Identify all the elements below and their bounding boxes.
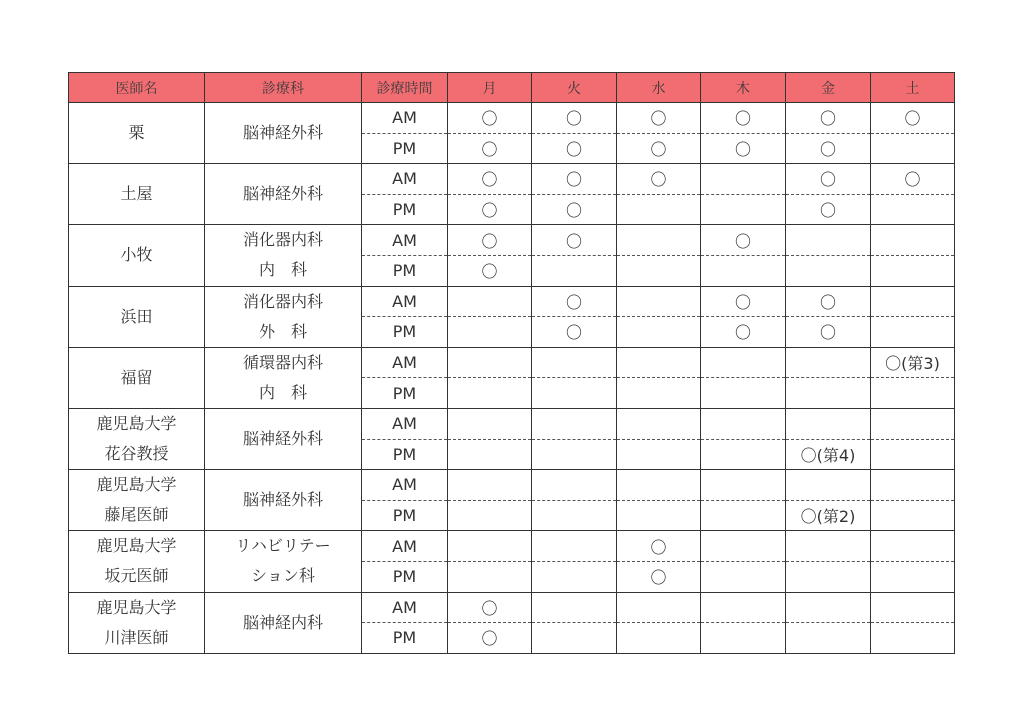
availability-thu: [701, 561, 786, 592]
schedule-row-am: [69, 531, 955, 562]
department-line: 脳神経内科: [242, 612, 323, 632]
availability-fri: [786, 623, 871, 654]
availability-wed: [617, 317, 701, 348]
availability-fri: 〇: [786, 103, 871, 134]
availability-sat: 〇(第3): [871, 347, 955, 378]
department: [205, 408, 362, 469]
doctor-name: [69, 408, 205, 469]
department: [205, 592, 362, 653]
availability-tue: 〇: [532, 164, 617, 195]
availability-tue: [532, 255, 617, 286]
availability-fri: 〇(第4): [786, 439, 871, 470]
time-slot-pm: PM: [362, 378, 448, 409]
availability-sat: [871, 255, 955, 286]
availability-sat: [871, 592, 955, 623]
time-slot-am: AM: [362, 103, 448, 134]
availability-fri: 〇: [786, 194, 871, 225]
availability-thu: 〇: [701, 133, 786, 164]
availability-fri: [786, 408, 871, 439]
header-doctor: 医師名: [69, 73, 205, 103]
department-line: 脳神経外科: [242, 429, 323, 449]
doctor-name-line: 浜田: [120, 306, 153, 326]
department: [205, 225, 362, 286]
availability-thu: [701, 531, 786, 562]
availability-wed: [617, 500, 701, 531]
availability-thu: [701, 592, 786, 623]
department-line: 消化器内科: [242, 291, 323, 311]
availability-thu: [701, 408, 786, 439]
availability-mon: [448, 470, 532, 501]
availability-sat: 〇: [871, 164, 955, 195]
availability-tue: 〇: [532, 103, 617, 134]
availability-thu: [701, 255, 786, 286]
department-line: リハビリテー: [235, 536, 331, 556]
availability-sat: 〇: [871, 103, 955, 134]
doctor-name-line: 栗: [128, 123, 145, 143]
schedule-row-am: [69, 103, 955, 134]
header-thu: 木: [701, 73, 786, 103]
availability-tue: [532, 439, 617, 470]
time-slot-pm: PM: [362, 500, 448, 531]
availability-wed: [617, 470, 701, 501]
availability-sat: [871, 194, 955, 225]
doctor-name: [69, 592, 205, 653]
availability-mon: [448, 347, 532, 378]
availability-tue: 〇: [532, 225, 617, 256]
department-line: 内 科: [258, 260, 307, 280]
doctor-name: [69, 347, 205, 408]
availability-thu: [701, 194, 786, 225]
time-slot-pm: PM: [362, 317, 448, 348]
availability-wed: [617, 378, 701, 409]
availability-tue: [532, 531, 617, 562]
availability-thu: [701, 623, 786, 654]
availability-fri: [786, 592, 871, 623]
availability-sat: [871, 531, 955, 562]
availability-sat: [871, 133, 955, 164]
availability-mon: [448, 378, 532, 409]
time-slot-pm: PM: [362, 439, 448, 470]
doctor-name-line: 福留: [120, 367, 153, 387]
availability-fri: [786, 470, 871, 501]
department: [205, 470, 362, 531]
doctor-name-line: 鹿児島大学: [96, 597, 177, 617]
availability-wed: 〇: [617, 561, 701, 592]
availability-sat: [871, 561, 955, 592]
availability-fri: [786, 347, 871, 378]
doctor-name-line: 土屋: [120, 184, 153, 204]
doctor-name-line: 鹿児島大学: [96, 536, 177, 556]
availability-thu: [701, 470, 786, 501]
availability-sat: [871, 408, 955, 439]
department-line: ション科: [251, 566, 315, 586]
availability-sat: [871, 225, 955, 256]
time-slot-am: AM: [362, 408, 448, 439]
department-line: 脳神経外科: [242, 490, 323, 510]
availability-sat: [871, 439, 955, 470]
availability-tue: 〇: [532, 317, 617, 348]
time-slot-am: AM: [362, 531, 448, 562]
department-line: 脳神経外科: [242, 184, 323, 204]
department-line: 脳神経外科: [242, 123, 323, 143]
schedule-row-am: [69, 470, 955, 501]
availability-mon: [448, 561, 532, 592]
availability-thu: 〇: [701, 103, 786, 134]
header-time: 診療時間: [362, 73, 448, 103]
availability-wed: 〇: [617, 164, 701, 195]
doctor-name: [69, 286, 205, 347]
availability-wed: [617, 225, 701, 256]
availability-thu: 〇: [701, 225, 786, 256]
doctor-name: [69, 531, 205, 592]
availability-fri: 〇: [786, 317, 871, 348]
availability-fri: [786, 255, 871, 286]
availability-tue: [532, 378, 617, 409]
availability-mon: 〇: [448, 103, 532, 134]
schedule-row-am: [69, 286, 955, 317]
availability-tue: 〇: [532, 286, 617, 317]
availability-wed: [617, 439, 701, 470]
availability-fri: 〇: [786, 164, 871, 195]
time-slot-am: AM: [362, 592, 448, 623]
schedule-row-am: [69, 408, 955, 439]
header-department: 診療科: [205, 73, 362, 103]
availability-thu: 〇: [701, 286, 786, 317]
doctor-name: [69, 164, 205, 225]
availability-thu: 〇: [701, 317, 786, 348]
availability-fri: 〇(第2): [786, 500, 871, 531]
availability-mon: [448, 439, 532, 470]
department: [205, 164, 362, 225]
time-slot-pm: PM: [362, 623, 448, 654]
availability-wed: [617, 408, 701, 439]
time-slot-pm: PM: [362, 133, 448, 164]
availability-sat: [871, 470, 955, 501]
availability-tue: [532, 500, 617, 531]
availability-mon: 〇: [448, 255, 532, 286]
availability-mon: [448, 531, 532, 562]
availability-fri: [786, 378, 871, 409]
department: [205, 286, 362, 347]
header-mon: 月: [448, 73, 532, 103]
availability-mon: 〇: [448, 592, 532, 623]
doctor-name-line: 花谷教授: [104, 444, 169, 464]
availability-fri: 〇: [786, 133, 871, 164]
availability-wed: [617, 194, 701, 225]
time-slot-am: AM: [362, 347, 448, 378]
availability-fri: 〇: [786, 286, 871, 317]
schedule-body: [69, 103, 955, 654]
availability-tue: [532, 623, 617, 654]
doctor-name-line: 藤尾医師: [104, 505, 169, 525]
schedule-row-am: [69, 225, 955, 256]
availability-wed: [617, 286, 701, 317]
time-slot-am: AM: [362, 164, 448, 195]
availability-tue: [532, 347, 617, 378]
availability-thu: [701, 378, 786, 409]
availability-wed: [617, 347, 701, 378]
availability-tue: 〇: [532, 194, 617, 225]
availability-fri: [786, 531, 871, 562]
header-row: [69, 73, 955, 103]
header-tue: 火: [532, 73, 617, 103]
availability-tue: [532, 408, 617, 439]
availability-tue: [532, 561, 617, 592]
availability-mon: 〇: [448, 133, 532, 164]
header-fri: 金: [786, 73, 871, 103]
availability-wed: 〇: [617, 531, 701, 562]
doctor-name-line: 小牧: [120, 245, 153, 265]
availability-wed: [617, 623, 701, 654]
time-slot-am: AM: [362, 470, 448, 501]
availability-sat: [871, 286, 955, 317]
time-slot-pm: PM: [362, 561, 448, 592]
availability-sat: [871, 623, 955, 654]
availability-tue: [532, 592, 617, 623]
availability-thu: [701, 164, 786, 195]
availability-mon: [448, 408, 532, 439]
doctor-name: [69, 103, 205, 164]
availability-mon: 〇: [448, 623, 532, 654]
department-line: 内 科: [258, 382, 307, 402]
availability-tue: 〇: [532, 133, 617, 164]
time-slot-am: AM: [362, 225, 448, 256]
department: [205, 531, 362, 592]
availability-mon: 〇: [448, 225, 532, 256]
availability-mon: 〇: [448, 194, 532, 225]
availability-wed: [617, 592, 701, 623]
availability-sat: [871, 378, 955, 409]
header-sat: 土: [871, 73, 955, 103]
doctor-name-line: 鹿児島大学: [96, 475, 177, 495]
department: [205, 103, 362, 164]
availability-thu: [701, 439, 786, 470]
time-slot-am: AM: [362, 286, 448, 317]
schedule-row-am: [69, 347, 955, 378]
doctor-name-line: 坂元医師: [104, 566, 169, 586]
availability-tue: [532, 470, 617, 501]
availability-mon: [448, 286, 532, 317]
department: [205, 347, 362, 408]
availability-thu: [701, 500, 786, 531]
schedule-table: [68, 72, 955, 654]
header-wed: 水: [617, 73, 701, 103]
availability-wed: [617, 255, 701, 286]
availability-mon: 〇: [448, 164, 532, 195]
availability-fri: [786, 225, 871, 256]
department-line: 循環器内科: [242, 352, 323, 372]
department-line: 外 科: [258, 321, 307, 341]
time-slot-pm: PM: [362, 194, 448, 225]
department-line: 消化器内科: [242, 230, 323, 250]
doctor-name: [69, 470, 205, 531]
doctor-name: [69, 225, 205, 286]
availability-wed: 〇: [617, 103, 701, 134]
doctor-name-line: 川津医師: [104, 627, 169, 647]
availability-wed: 〇: [617, 133, 701, 164]
schedule-row-am: [69, 592, 955, 623]
schedule-row-am: [69, 164, 955, 195]
time-slot-pm: PM: [362, 255, 448, 286]
availability-mon: [448, 500, 532, 531]
availability-mon: [448, 317, 532, 348]
availability-fri: [786, 561, 871, 592]
availability-sat: [871, 500, 955, 531]
doctor-name-line: 鹿児島大学: [96, 414, 177, 434]
availability-thu: [701, 347, 786, 378]
availability-sat: [871, 317, 955, 348]
